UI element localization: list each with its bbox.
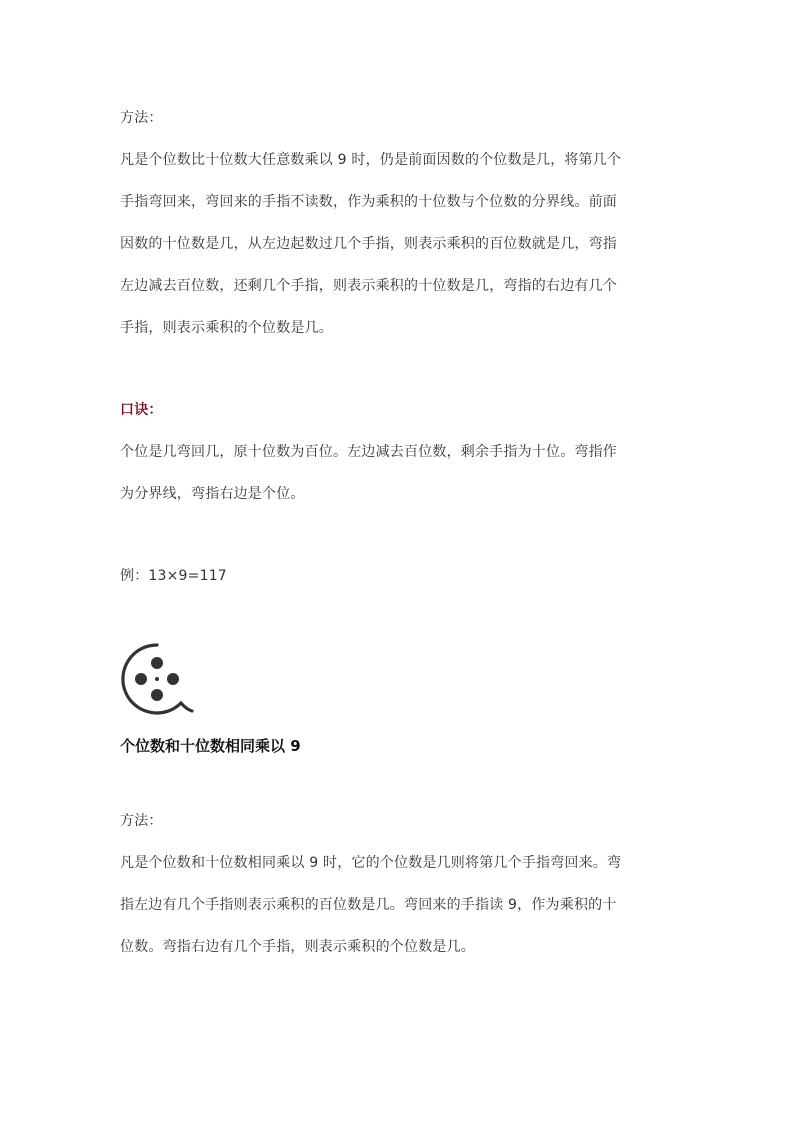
paragraph-line: 凡是个位数比十位数大任意数乘以 9 时，仍是前面因数的个位数是几，将第几个 — [120, 152, 622, 168]
paragraph-line: 凡是个位数和十位数相同乘以 9 时，它的个位数是几则将第几个手指弯回来。弯 — [120, 855, 622, 871]
section-heading: 个位数和十位数相同乘以 9 — [120, 737, 301, 755]
mnemonic-line: 个位是几弯回几，原十位数为百位。左边减去百位数，剩余手指为十位。弯指作 — [120, 444, 617, 460]
mnemonic-line: 为分界线，弯指右边是个位。 — [120, 486, 305, 502]
method-label: 方法： — [120, 813, 163, 829]
paragraph-line: 位数。弯指右边有几个手指，则表示乘积的个位数是几。 — [120, 939, 475, 955]
paragraph-line: 手指弯回来，弯回来的手指不读数，作为乘积的十位数与个位数的分界线。前面 — [120, 194, 617, 210]
paragraph-line: 左边减去百位数，还剩几个手指，则表示乘积的十位数是几，弯指的右边有几个 — [120, 278, 617, 294]
paragraph-line: 手指，则表示乘积的个位数是几。 — [120, 320, 333, 336]
paragraph-line: 指左边有几个手指则表示乘积的百位数是几。弯回来的手指读 9，作为乘积的十 — [120, 897, 617, 913]
example-text: 例：13×9=117 — [120, 568, 227, 584]
film-reel-icon — [119, 641, 195, 717]
method-label: 方法： — [120, 110, 163, 126]
mnemonic-label: 口诀： — [120, 402, 163, 418]
paragraph-line: 因数的十位数是几，从左边起数过几个手指，则表示乘积的百位数就是几，弯指 — [120, 236, 617, 252]
